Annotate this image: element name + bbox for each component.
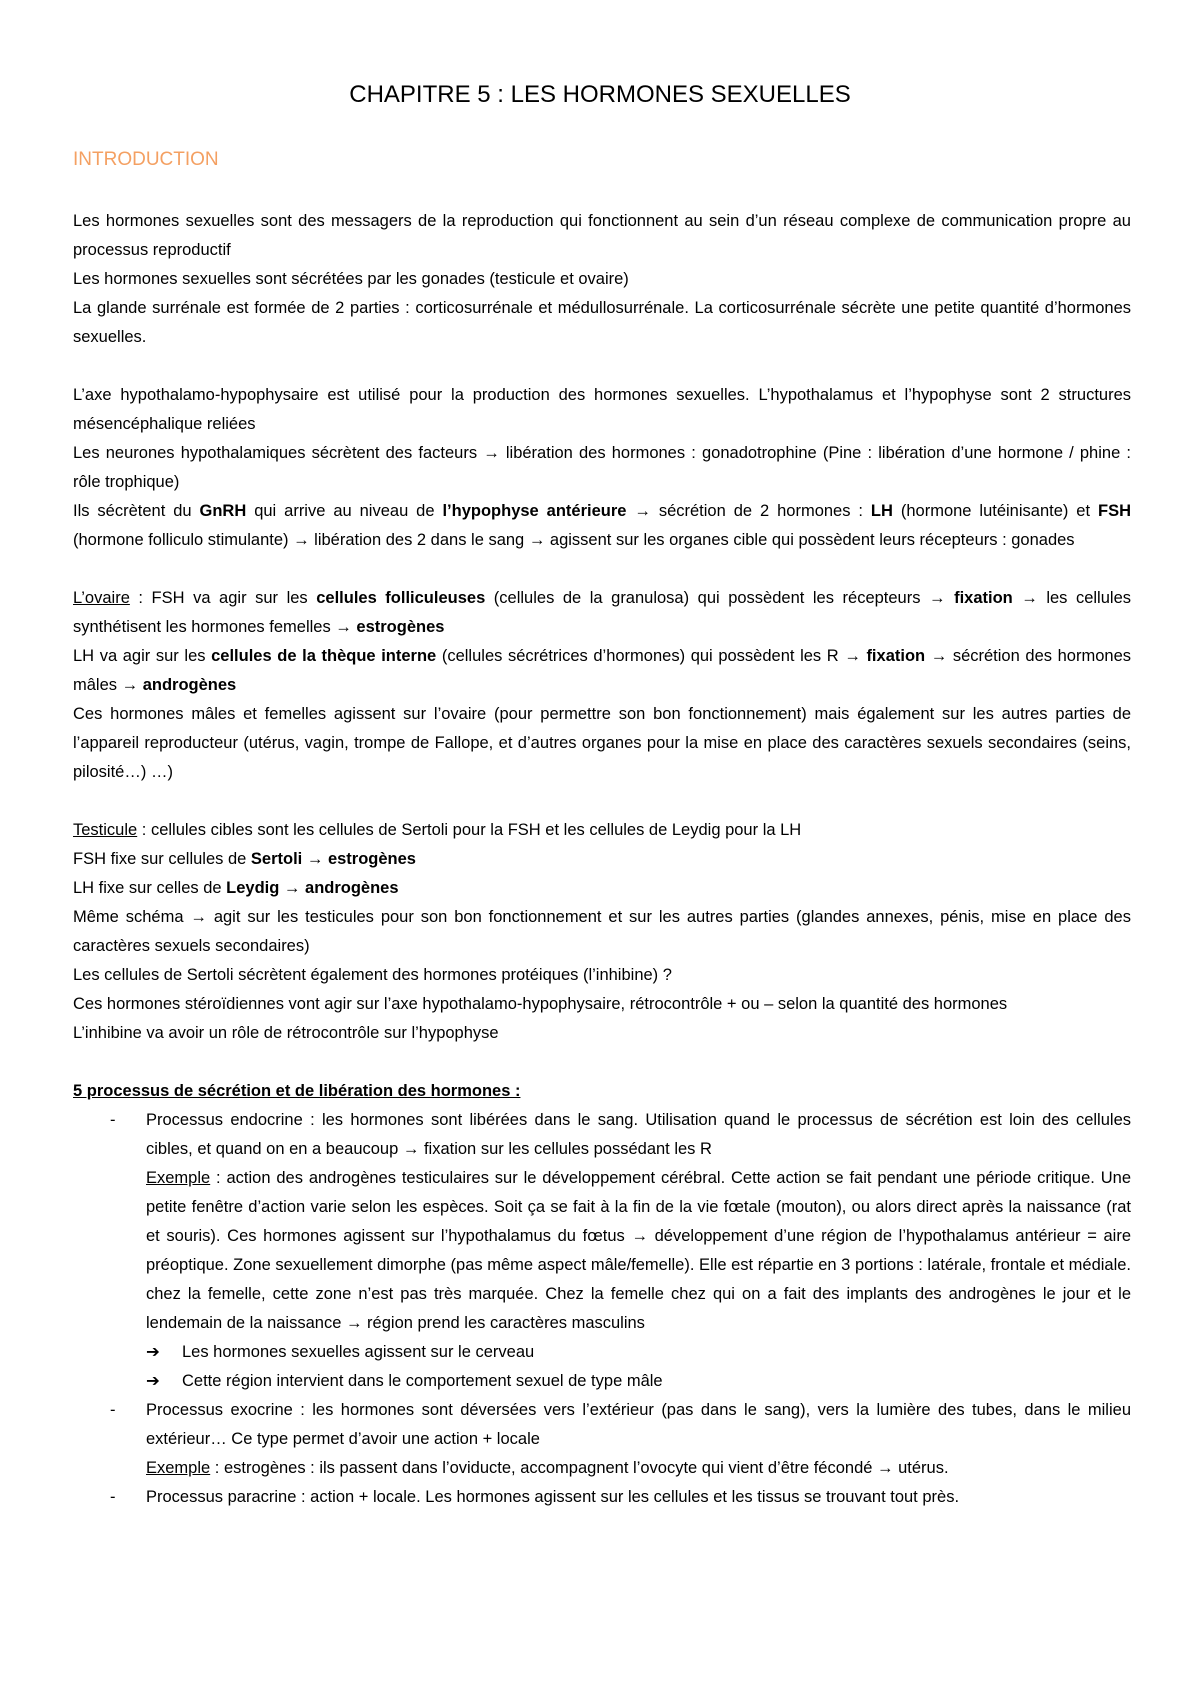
paragraph: Les hormones sexuelles sont sécrétées par les gonades (testicule et ovaire) [73,270,629,288]
bold-term: androgènes [305,879,399,897]
section-heading-introduction: INTRODUCTION [73,149,219,170]
underlined-label: Testicule [73,821,138,839]
text-run: : FSH va agir sur les [129,589,317,607]
dash-bullet: - [110,1401,116,1419]
bold-term: fixation [954,589,1013,607]
text-run: → sécrétion de 2 hormones : [626,502,871,520]
underlined-label: L’ovaire [73,589,130,607]
bold-term: Leydig [226,879,280,897]
text-run: : action des androgènes testiculaires sur le développement cérébral. Cette action se fait pendant une période critique. Une petite fenêtre d’action varie selon les espèces. Soit ça se fait à la fin de la vie fœtale (mouton), ou alors direct après la naissance (rat et souris). Ces hormones agissent sur l’hypothalamus du fœtus → développement d’une région de l’hypothalamus antérieur = aire préoptique. Zone sexuellement dimorphe (pas même aspect mâle/femelle). Elle est répartie en 3 portions : latérale, frontale et médiale. chez la femelle, cette zone n’est pas très marquée. Chez la femelle chez qui on a fait des implants des androgènes le jour et le lendemain de la naissance → région prend les caractères masculins [146,1169,1132,1332]
item-text: Processus exocrine : les hormones sont déversées vers l’extérieur (pas dans le sang), vers la lumière des tubes, dans le milieu extérieur… Ce type permet d’avoir une action + locale [146,1401,1131,1448]
paragraph [73,816,1131,845]
dash-bullet: - [110,1488,116,1506]
paragraph: La glande surrénale est formée de 2 parties : corticosurrénale et médullosurrénale. La corticosurrénale sécrète une petite quantité d’hormones sexuelles. [73,299,1131,346]
paragraph [73,497,1131,555]
list-item [73,1483,1131,1512]
text-run: LH va agir sur les [73,647,212,665]
paragraph [73,642,1131,700]
arrow-bullet-line [146,1367,1131,1396]
spacer [73,352,1131,381]
example-text [146,1164,1131,1338]
bold-term: cellules folliculeuses [316,589,486,607]
document-body [73,207,1131,1512]
arrow-bullet-line [146,1338,1131,1367]
text-run: → [279,879,306,897]
text-run: Cette région intervient dans le comportement sexuel de type mâle [182,1372,663,1390]
bold-term: estrogènes [356,618,445,636]
paragraph: Les neurones hypothalamiques sécrètent des facteurs → libération des hormones : gonadotrophine (Pine : libération d’une hormone / phine : rôle trophique) [73,444,1131,491]
page-title: CHAPITRE 5 : LES HORMONES SEXUELLES [349,81,851,108]
bold-term: l’hypophyse antérieure [442,502,627,520]
example-text [146,1454,1131,1483]
text-run: (cellules de la granulosa) qui possèdent les récepteurs → [485,589,955,607]
dash-bullet: - [110,1111,116,1129]
paragraph: L’axe hypothalamo-hypophysaire est utilisé pour la production des hormones sexuelles. L’hypothalamus et l’hypophyse sont 2 structures mésencéphalique reliées [73,386,1131,433]
text-run: : estrogènes : ils passent dans l’oviducte, accompagnent l’ovocyte qui vient d’être fécondé → utérus. [210,1459,949,1477]
text-run: Ils sécrètent du [73,502,200,520]
arrow-icon: ➔ [146,1343,160,1361]
text-run: LH fixe sur celles de [73,879,227,897]
text-run: → [302,850,328,868]
paragraph [73,845,1131,874]
spacer [73,1048,1131,1077]
bold-term: androgènes [142,676,237,694]
example-label: Exemple [146,1169,211,1187]
bold-underlined-heading: 5 processus de sécrétion et de libération des hormones : [73,1082,521,1100]
arrow-icon: ➔ [146,1372,160,1390]
text-run: (hormone lutéinisante) et [892,502,1098,520]
paragraph: L’inhibine va avoir un rôle de rétrocontrôle sur l’hypophyse [73,1024,499,1042]
spacer [73,787,1131,816]
text-run: (cellules sécrétrices d’hormones) qui possèdent les R → [436,647,867,665]
paragraph: Les cellules de Sertoli sécrètent également des hormones protéiques (l’inhibine) ? [73,966,672,984]
bold-term: cellules de la thèque interne [211,647,437,665]
text-run: → les cellules synthétisent les hormones femelles → [73,589,1131,636]
bold-term: fixation [866,647,926,665]
bold-term: FSH [1098,502,1131,520]
paragraph [73,874,1131,903]
bold-term: Sertoli [250,850,303,868]
item-text: Processus endocrine : les hormones sont libérées dans le sang. Utilisation quand le processus de sécrétion est loin des cellules cibles, et quand on en a beaucoup → fixation sur les cellules possédant les R [146,1111,1131,1158]
bold-term: estrogènes [327,850,416,868]
text-run: → sécrétion des hormones mâles → [73,647,1131,694]
processus-list [73,1106,1131,1512]
bold-term: LH [870,502,893,520]
paragraph [73,584,1131,642]
paragraph: Ces hormones stéroïdiennes vont agir sur l’axe hypothalamo-hypophysaire, rétrocontrôle + ou – selon la quantité des hormones [73,995,1008,1013]
bold-term: GnRH [199,502,247,520]
example-label: Exemple [146,1459,211,1477]
text-run: FSH fixe sur cellules de [73,850,251,868]
spacer [73,555,1131,584]
text-run: Les hormones sexuelles agissent sur le cerveau [182,1343,535,1361]
paragraph: Même schéma → agit sur les testicules pour son bon fonctionnement et sur les autres parties (glandes annexes, pénis, mise en place des caractères sexuels secondaires) [73,908,1131,955]
item-text: Processus paracrine : action + locale. Les hormones agissent sur les cellules et les tissus se trouvant tout près. [146,1488,960,1506]
text-run: qui arrive au niveau de [246,502,443,520]
text-run: (hormone folliculo stimulante) → libération des 2 dans le sang → agissent sur les organes cible qui possèdent leurs récepteurs : gonades [73,531,1075,549]
text-run: : cellules cibles sont les cellules de Sertoli pour la FSH et les cellules de Leydig pour la LH [137,821,802,839]
list-item [73,1106,1131,1396]
paragraph: Ces hormones mâles et femelles agissent sur l’ovaire (pour permettre son bon fonctionnement) mais également sur les autres parties de l’appareil reproducteur (utérus, vagin, trompe de Fallope, et d’autres organes pour la mise en place des caractères sexuels secondaires (seins, pilosité…) …) [73,705,1131,781]
paragraph: Les hormones sexuelles sont des messagers de la reproduction qui fonctionnent au sein d’un réseau complexe de communication propre au processus reproductif [73,212,1131,259]
processus-heading [73,1077,1131,1106]
list-item [73,1396,1131,1483]
